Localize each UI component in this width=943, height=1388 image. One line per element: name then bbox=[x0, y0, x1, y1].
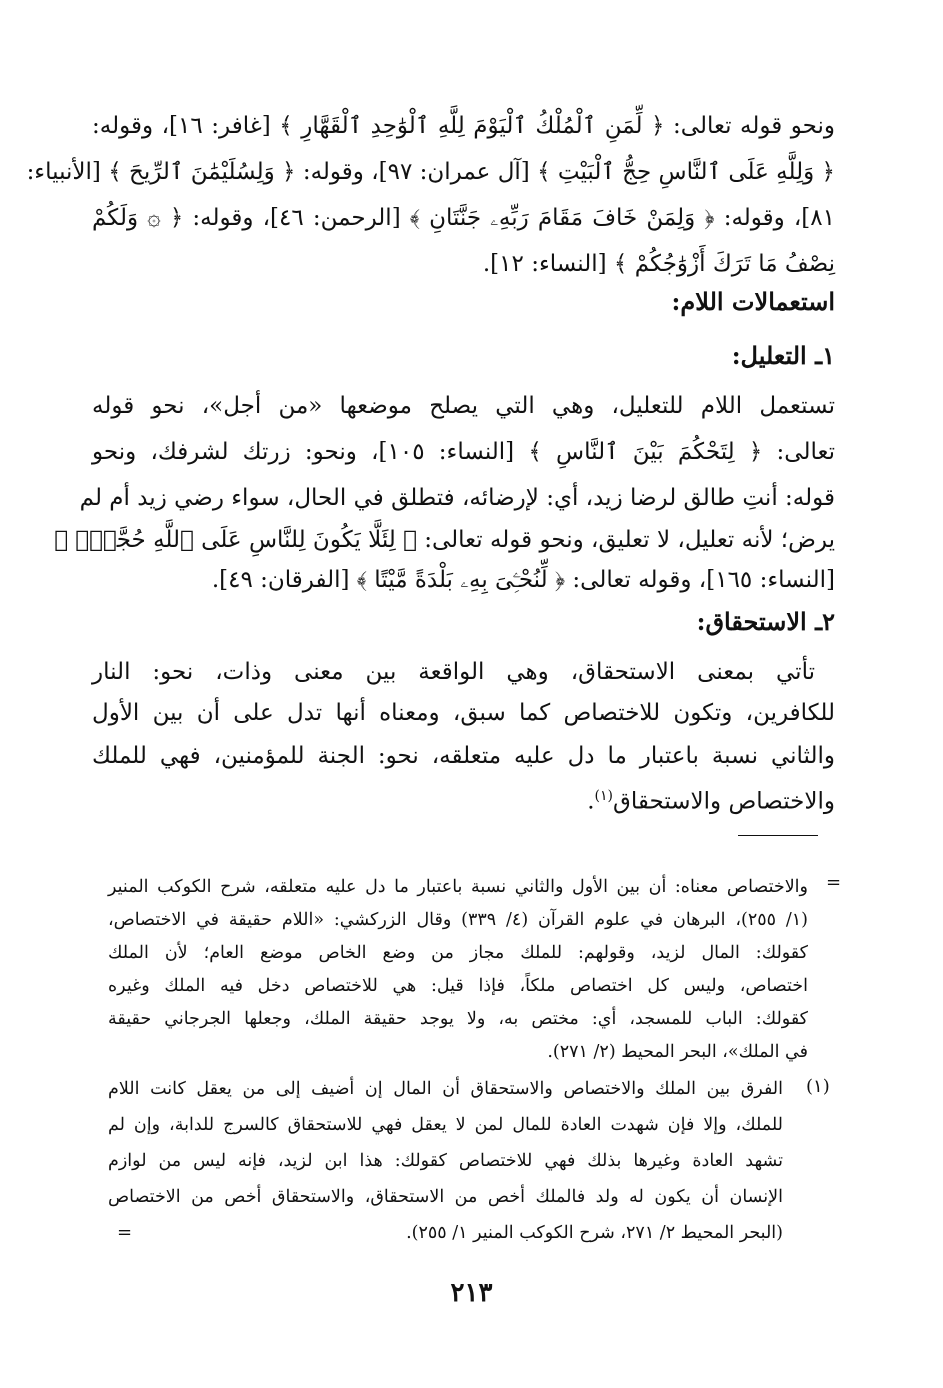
end-period: . bbox=[587, 788, 595, 815]
footnote-cont-line-5: كقولك: الباب للمسجد، أي: مختص به، ولا يوجد حقيقة الملك، وجعلها الجرجاني حقيقة bbox=[108, 1009, 808, 1029]
body-line-2: ﴿ وَلِلَّهِ عَلَى ٱلنَّاسِ حِجُّ ٱلْبَيْتِ ﴾ [آل عمران: ٩٧]، وقوله: ﴿ وَلِسُلَيْمَٰنَ ٱلرِّيحَ ﴾ [الأنبياء: bbox=[26, 159, 835, 185]
footnote-1-number: (١) bbox=[806, 1076, 830, 1097]
section1-line-1: تستعمل اللام للتعليل، وهي التي يصلح موضعها «من أجل»، نحو قوله bbox=[92, 393, 835, 419]
footnote-cont-line-1: والاختصاص معناه: أن بين الأول والثاني نسبة باعتبار ما دل عليه متعلقه، شرح الكوكب المنير bbox=[108, 877, 808, 897]
footnote-cont-line-3: كقولك: المال لزيد، وقولهم: للملك مجاز من وضع الخاص موضع العام؛ لأن الملك bbox=[108, 943, 808, 963]
body-line-4: نِصْفُ مَا تَرَكَ أَزْوَٰجُكُمْ ﴾ [النساء: ١٢]. bbox=[482, 251, 835, 277]
footnote-separator bbox=[738, 835, 818, 836]
footnote-continuation-mark: = bbox=[826, 872, 842, 893]
footnote-cont-line-2: (١/ ٢٥٥)، البرهان في علوم القرآن (٤/ ٣٣٩) وقال الزركشي: «اللام حقيقة في الاختصاص، bbox=[108, 910, 808, 930]
footnote-1-line-2: للملك، وإلا فإن شهدت العادة للمال لمن لا يعقل فهي للاستحقاق كالسرج للدابة، وإن لم bbox=[108, 1115, 783, 1135]
footnote-1-line-3: تشهد العادة وغيرها بذلك فهي للاختصاص كقولك: هذا ابن لزيد، فإنه ليس من لوازم bbox=[108, 1151, 783, 1171]
page-number: ٢١٣ bbox=[450, 1278, 493, 1308]
footnote-cont-line-4: اختصاص، وليس كل اختصاص ملكاً، فإذا قيل: هي للاختصاص دخل فيه الملك وغيره bbox=[108, 976, 808, 996]
section1-line-4: يرض؛ لأنه تعليل، لا تعليق، ونحو قوله تعالى: ﴿ لِئَلَّا يَكُونَ لِلنَّاسِ عَلَى ٱللَّهِ حُجَّةٌۢ ﴾ bbox=[54, 527, 835, 553]
body-line-1: ونحو قوله تعالى: ﴿ لِّمَنِ ٱلْمُلْكُ ٱلْيَوْمَ لِلَّهِ ٱلْوَٰحِدِ ٱلْقَهَّارِ ﴾ [غافر: ١٦]، وقوله: bbox=[92, 113, 835, 139]
section2-line-3: والثاني نسبة باعتبار ما دل عليه متعلقه، نحو: الجنة للمؤمنين، فهي للملك bbox=[92, 743, 835, 769]
section2-line-2: للكافرين، وتكون للاختصاص كما سبق، ومعناه أنها تدل على أن بين الأول bbox=[92, 700, 835, 726]
footnote-reference[interactable]: (١) bbox=[594, 788, 613, 804]
section2-line-1: تأتي بمعنى الاستحقاق، وهي الواقعة بين معنى وذات، نحو: النار bbox=[92, 659, 815, 685]
subsection-title-ta3lil: ١ـ التعليل: bbox=[731, 341, 835, 370]
subsection-title-istihqaq: ٢ـ الاستحقاق: bbox=[696, 607, 835, 636]
body-line-3: ٨١]، وقوله: ﴿ وَلِمَنْ خَافَ مَقَامَ رَبِّهِۦ جَنَّتَانِ ﴾ [الرحمن: ٤٦]، وقوله: ﴿ ۞ وَلَكُمْ bbox=[92, 205, 835, 231]
footnote-cont-line-6: في الملك»، البحر المحيط (٢/ ٢٧١). bbox=[547, 1042, 808, 1062]
footnote-1-line-5: (البحر المحيط ٢/ ٢٧١، شرح الكوكب المنير ١/ ٢٥٥). bbox=[406, 1223, 783, 1243]
footnote-1-line-4: الإنسان أن يكون له ولد فالملك أخص من الاستحقاق، والاستحقاق أخص من الاختصاص bbox=[108, 1187, 783, 1207]
section1-line-2: تعالى: ﴿ لِتَحْكُمَ بَيْنَ ٱلنَّاسِ ﴾ [النساء: ١٠٥]، ونحو: زرتك لشرفك، ونحو bbox=[92, 439, 835, 465]
section-heading: استعمالات اللام: bbox=[671, 287, 835, 316]
section1-line-5: [النساء: ١٦٥]، وقوله تعالى: ﴿ لِّنُحْـِۧىَ بِهِۦ بَلْدَةً مَّيْتًا ﴾ [الفرقان: ٤٩]. bbox=[211, 567, 835, 593]
section2-line-4-text: والاختصاص والاستحقاق bbox=[612, 788, 835, 815]
section2-line-4 bbox=[392, 773, 835, 825]
section1-line-3: قوله: أنتِ طالق لرضا زيد، أي: لإرضائه، فتطلق في الحال، سواء رضي زيد أم لم bbox=[79, 485, 835, 511]
footnote-end-mark: = bbox=[117, 1222, 133, 1243]
footnote-1-line-1: الفرق بين الملك والاختصاص والاستحقاق أن المال إن أضيف إلى من يعقل كانت اللام bbox=[108, 1079, 783, 1099]
